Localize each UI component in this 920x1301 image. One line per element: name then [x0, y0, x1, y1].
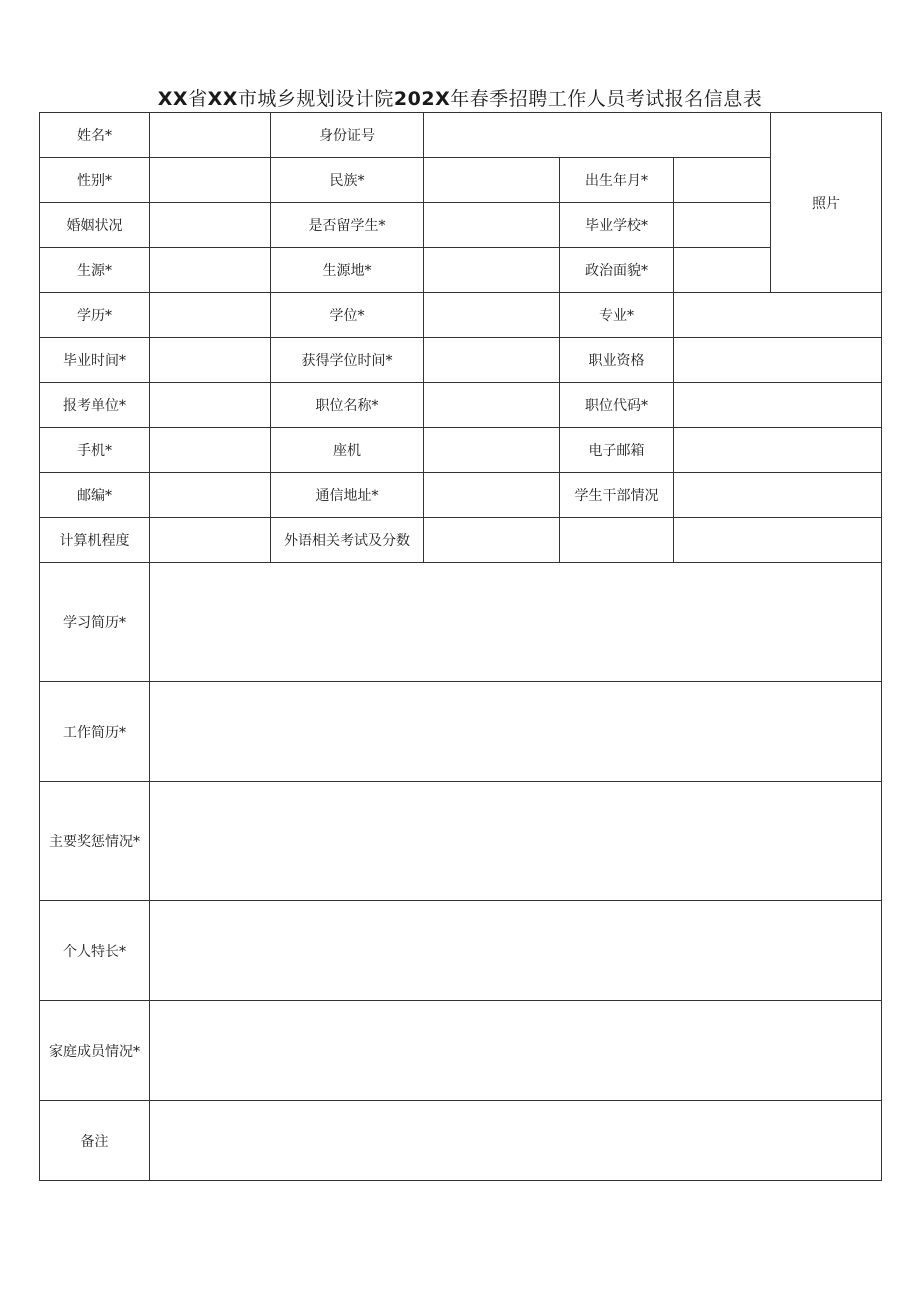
field-extra-1[interactable]: [560, 518, 674, 563]
label-degree-time: 获得学位时间*: [271, 338, 424, 383]
field-landline[interactable]: [424, 428, 560, 473]
label-qualification: 职业资格: [560, 338, 674, 383]
field-id-number[interactable]: [424, 113, 771, 158]
field-major[interactable]: [674, 293, 882, 338]
label-ethnicity: 民族*: [271, 158, 424, 203]
label-id-number: 身份证号: [271, 113, 424, 158]
row-position: [40, 383, 882, 428]
label-postcode: 邮编*: [40, 473, 150, 518]
label-major: 专业*: [560, 293, 674, 338]
label-student-cadre: 学生干部情况: [560, 473, 674, 518]
row-skills: [40, 518, 882, 563]
field-degree-time[interactable]: [424, 338, 560, 383]
field-degree[interactable]: [424, 293, 560, 338]
label-landline: 座机: [271, 428, 424, 473]
label-name: 姓名*: [40, 113, 150, 158]
field-origin[interactable]: [150, 248, 271, 293]
row-remarks: [40, 1101, 882, 1181]
label-email: 电子邮箱: [560, 428, 674, 473]
field-ethnicity[interactable]: [424, 158, 560, 203]
field-computer-level[interactable]: [150, 518, 271, 563]
row-work-history: [40, 682, 882, 782]
label-birth-date: 出生年月*: [560, 158, 674, 203]
field-remarks[interactable]: [150, 1101, 882, 1181]
field-applied-unit[interactable]: [150, 383, 271, 428]
title-year-placeholder: 202X: [393, 88, 451, 110]
title-province-text: 省: [188, 88, 208, 110]
row-awards: [40, 782, 882, 901]
label-position-name: 职位名称*: [271, 383, 424, 428]
field-address[interactable]: [424, 473, 560, 518]
row-family: [40, 1001, 882, 1101]
label-origin: 生源*: [40, 248, 150, 293]
label-political-status: 政治面貌*: [560, 248, 674, 293]
field-graduation-time[interactable]: [150, 338, 271, 383]
row-address: [40, 473, 882, 518]
title-subject-text: 年春季招聘工作人员考试报名信息表: [450, 88, 763, 110]
field-position-code[interactable]: [674, 383, 882, 428]
label-family: 家庭成员情况*: [40, 1001, 150, 1101]
label-computer-level: 计算机程度: [40, 518, 150, 563]
field-student-cadre[interactable]: [674, 473, 882, 518]
row-study-history: [40, 563, 882, 682]
field-birth-date[interactable]: [674, 158, 771, 203]
label-mobile: 手机*: [40, 428, 150, 473]
field-political-status[interactable]: [674, 248, 771, 293]
label-marital-status: 婚姻状况: [40, 203, 150, 248]
row-marital: [40, 203, 882, 248]
field-email[interactable]: [674, 428, 882, 473]
row-name: [40, 113, 882, 158]
field-qualification[interactable]: [674, 338, 882, 383]
label-applied-unit: 报考单位*: [40, 383, 150, 428]
field-marital-status[interactable]: [150, 203, 271, 248]
label-position-code: 职位代码*: [560, 383, 674, 428]
row-specialties: [40, 901, 882, 1001]
field-work-history[interactable]: [150, 682, 882, 782]
field-awards[interactable]: [150, 782, 882, 901]
label-overseas-student: 是否留学生*: [271, 203, 424, 248]
label-gender: 性别*: [40, 158, 150, 203]
label-awards: 主要奖惩情况*: [40, 782, 150, 901]
field-specialties[interactable]: [150, 901, 882, 1001]
row-origin: [40, 248, 882, 293]
field-postcode[interactable]: [150, 473, 271, 518]
field-extra-2[interactable]: [674, 518, 882, 563]
label-graduation-time: 毕业时间*: [40, 338, 150, 383]
label-origin-place: 生源地*: [271, 248, 424, 293]
field-gender[interactable]: [150, 158, 271, 203]
label-degree: 学位*: [271, 293, 424, 338]
label-work-history: 工作简历*: [40, 682, 150, 782]
label-graduate-school: 毕业学校*: [560, 203, 674, 248]
title-city-placeholder: XX: [207, 88, 238, 110]
title-institute-text: 市城乡规划设计院: [237, 88, 394, 110]
field-family[interactable]: [150, 1001, 882, 1101]
row-education: [40, 293, 882, 338]
field-origin-place[interactable]: [424, 248, 560, 293]
label-address: 通信地址*: [271, 473, 424, 518]
field-study-history[interactable]: [150, 563, 882, 682]
field-overseas-student[interactable]: [424, 203, 560, 248]
row-contact: [40, 428, 882, 473]
label-education: 学历*: [40, 293, 150, 338]
label-study-history: 学习简历*: [40, 563, 150, 682]
registration-form-table: [39, 112, 882, 1181]
form-title: [0, 84, 920, 111]
field-name[interactable]: [150, 113, 271, 158]
field-mobile[interactable]: [150, 428, 271, 473]
label-specialties: 个人特长*: [40, 901, 150, 1001]
label-foreign-language: 外语相关考试及分数: [271, 518, 424, 563]
field-foreign-language[interactable]: [424, 518, 560, 563]
row-gender: [40, 158, 882, 203]
label-remarks: 备注: [40, 1101, 150, 1181]
row-graduation: [40, 338, 882, 383]
field-position-name[interactable]: [424, 383, 560, 428]
field-education[interactable]: [150, 293, 271, 338]
photo-box[interactable]: 照片: [771, 113, 882, 293]
title-province-placeholder: XX: [157, 88, 189, 110]
field-graduate-school[interactable]: [674, 203, 771, 248]
